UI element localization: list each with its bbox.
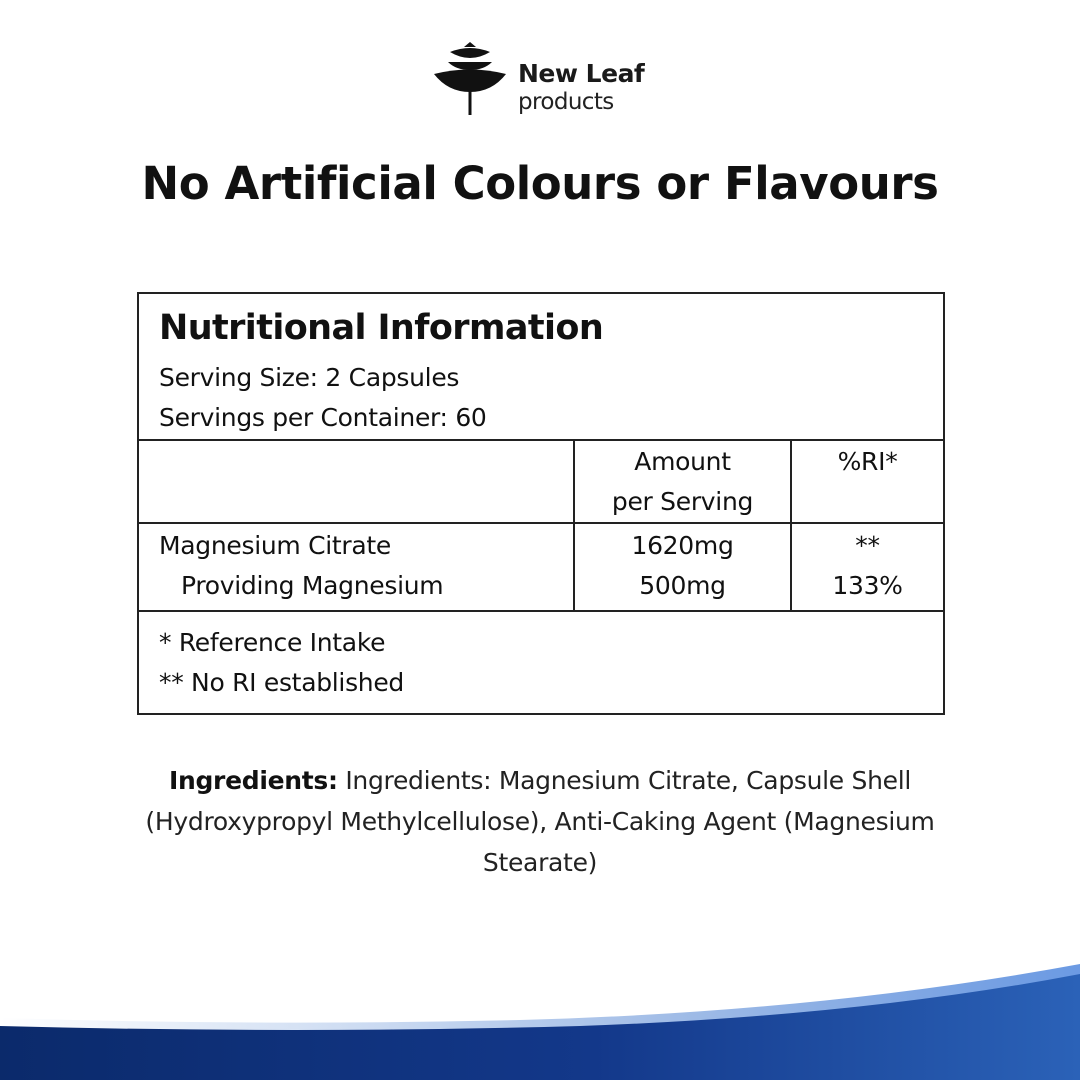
nutrient-amount: 1620mg bbox=[631, 531, 734, 560]
ingredients-label: Ingredients: bbox=[168, 766, 338, 795]
amount-header-line1: Amount bbox=[634, 447, 731, 476]
ri-header: %RI* bbox=[837, 447, 898, 476]
page-headline: No Artificial Colours or Flavours bbox=[141, 157, 939, 210]
footnote: * Reference Intake bbox=[159, 628, 386, 657]
nutrient-ri: 133% bbox=[832, 571, 903, 600]
brand-name: New Leaf bbox=[518, 59, 645, 88]
nutrient-name: Providing Magnesium bbox=[181, 571, 444, 600]
tiered-leaf-tree-icon bbox=[430, 40, 510, 120]
footnote: ** No RI established bbox=[159, 668, 404, 697]
amount-header-line2: per Serving bbox=[611, 487, 754, 516]
nutrition-title: Nutritional Information bbox=[159, 308, 604, 348]
decorative-wave bbox=[0, 900, 1080, 1080]
table-divider-header bbox=[139, 522, 943, 524]
table-divider-bottom bbox=[139, 610, 943, 612]
brand-logo bbox=[430, 40, 660, 120]
nutrition-panel bbox=[137, 292, 945, 715]
brand-subtitle: products bbox=[518, 89, 614, 115]
table-divider-top bbox=[139, 439, 943, 441]
servings-per-container: Servings per Container: 60 bbox=[159, 403, 487, 432]
nutrient-name: Magnesium Citrate bbox=[159, 531, 391, 560]
serving-size: Serving Size: 2 Capsules bbox=[159, 363, 460, 392]
nutrient-amount: 500mg bbox=[639, 571, 726, 600]
nutrient-ri: ** bbox=[855, 531, 880, 560]
ingredients-text bbox=[120, 760, 960, 883]
ingredients-list: Ingredients: Magnesium Citrate, Capsule Shell (Hydroxypropyl Methylcellulose), Anti-Caking Agent (Magnesium Stearate) bbox=[145, 766, 935, 877]
